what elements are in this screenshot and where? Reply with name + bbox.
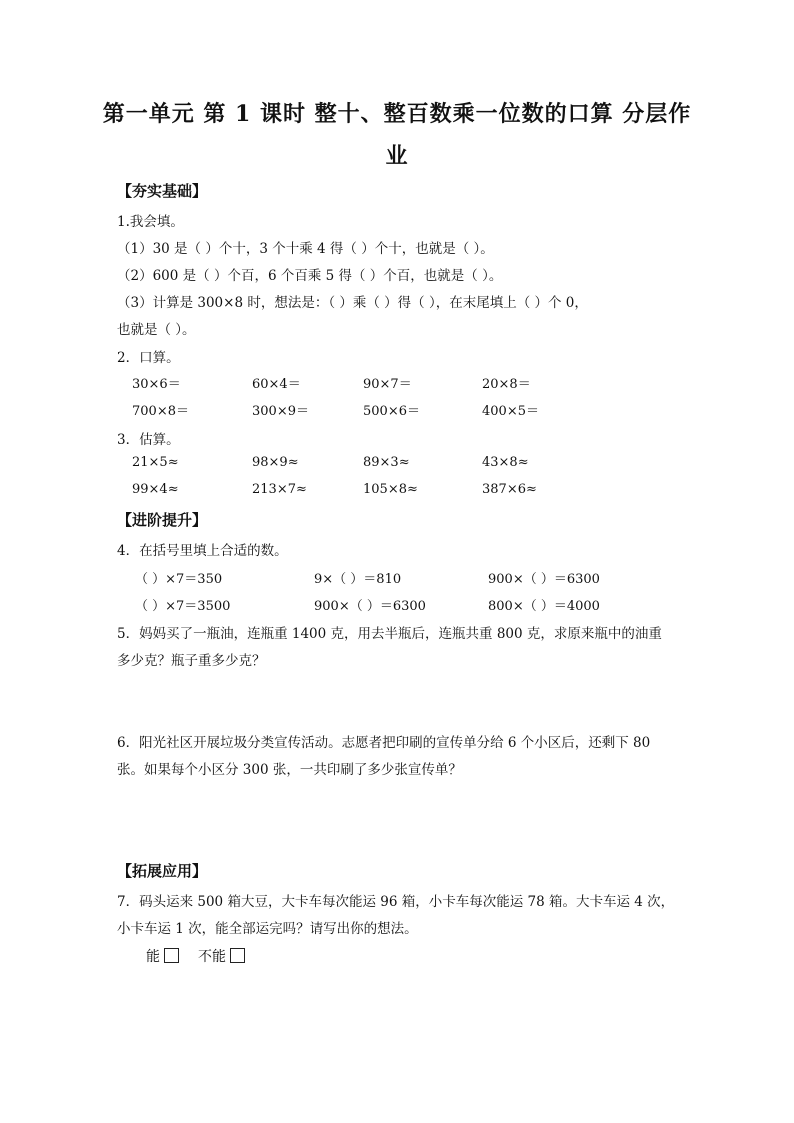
- question-2-heading: 2．口算。: [117, 350, 180, 366]
- question-1-line-3: （3）计算是 300×8 时，想法是：（ ）乘（ ）得（ ），在末尾填上（ ）个 0，: [117, 295, 588, 311]
- checkbox-yes[interactable]: [164, 948, 179, 963]
- page-title-continued: 业: [385, 143, 409, 169]
- estimate-item: 213×7≈: [252, 482, 307, 497]
- question-3-heading: 3．估算。: [117, 432, 180, 448]
- question-1-heading: 1.我会填。: [117, 214, 184, 230]
- fill-blank-item: 800×（ ）＝4000: [488, 599, 600, 614]
- estimate-item: 99×4≈: [132, 482, 179, 497]
- question-7-line-2: 小卡车运 1 次，能全部运完吗？请写出你的想法。: [117, 921, 418, 937]
- question-6-line-2: 张。如果每个小区分 300 张，一共印刷了多少张宣传单？: [117, 762, 462, 778]
- question-4-heading: 4．在括号里填上合适的数。: [117, 543, 288, 559]
- fill-blank-item: （ ）×7＝350: [135, 572, 223, 587]
- question-5-line-1: 5．妈妈买了一瓶油，连瓶重 1400 克，用去半瓶后，连瓶共重 800 克，求原来瓶中的油重: [117, 626, 662, 642]
- estimate-item: 105×8≈: [363, 482, 418, 497]
- fill-blank-item: 9×（ ）＝810: [314, 572, 402, 587]
- estimate-item: 89×3≈: [363, 455, 410, 470]
- section-heading-extend: 【拓展应用】: [117, 862, 208, 880]
- oral-calc-item: 400×5＝: [482, 404, 539, 419]
- question-1-line-4: 也就是（ ）。: [117, 322, 196, 338]
- answer-option-no[interactable]: [198, 946, 245, 966]
- estimate-item: 387×6≈: [482, 482, 537, 497]
- question-7-line-1: 7．码头运来 500 箱大豆，大卡车每次能运 96 箱，小卡车每次能运 78 箱。大卡车运 4 次，: [117, 894, 675, 910]
- fill-blank-item: （ ）×7＝3500: [135, 599, 231, 614]
- question-1-line-2: （2）600 是（ ）个百，6 个百乘 5 得（ ）个百，也就是（ ）。: [117, 268, 503, 284]
- answer-option-yes[interactable]: [146, 946, 179, 966]
- answer-option-no-label: 不能: [198, 949, 226, 965]
- question-5-line-2: 多少克？瓶子重多少克？: [117, 653, 266, 669]
- estimate-item: 21×5≈: [132, 455, 179, 470]
- estimate-item: 43×8≈: [482, 455, 529, 470]
- answer-option-yes-label: 能: [146, 949, 160, 965]
- checkbox-no[interactable]: [230, 948, 245, 963]
- oral-calc-item: 90×7＝: [363, 377, 412, 392]
- estimate-item: 98×9≈: [252, 455, 299, 470]
- question-1-line-1: （1）30 是（ ）个十，3 个十乘 4 得（ ）个十，也就是（ ）。: [117, 241, 494, 257]
- section-heading-basic: 【夯实基础】: [117, 182, 208, 200]
- page-title: 第一单元 第 1 课时 整十、整百数乘一位数的口算 分层作: [102, 101, 692, 127]
- oral-calc-item: 700×8＝: [132, 404, 189, 419]
- oral-calc-item: 500×6＝: [363, 404, 420, 419]
- question-6-line-1: 6．阳光社区开展垃圾分类宣传活动。志愿者把印刷的宣传单分给 6 个小区后，还剩下 80: [117, 735, 651, 751]
- fill-blank-item: 900×（ ）＝6300: [488, 572, 600, 587]
- section-heading-advanced: 【进阶提升】: [117, 511, 208, 529]
- oral-calc-item: 300×9＝: [252, 404, 309, 419]
- oral-calc-item: 30×6＝: [132, 377, 181, 392]
- oral-calc-item: 60×4＝: [252, 377, 301, 392]
- oral-calc-item: 20×8＝: [482, 377, 531, 392]
- fill-blank-item: 900×（ ）＝6300: [314, 599, 426, 614]
